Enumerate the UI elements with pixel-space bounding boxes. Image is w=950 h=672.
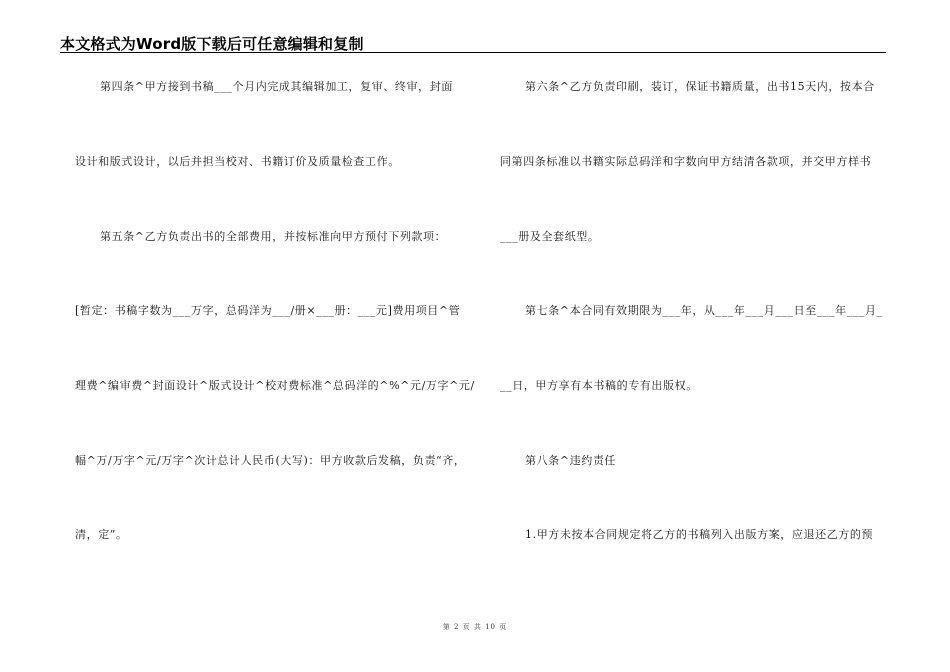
left-line-1: 第四条^甲方接到书稿___个月内完成其编辑加工，复审、终审，封面 xyxy=(100,80,453,93)
page-number-footer: 第 2 页 共 10 页 xyxy=(442,623,508,631)
left-line-6: 幅^万/万字^元/万字^次计总计人民币(大写)：甲方收款后发稿，负责“齐， xyxy=(75,454,466,467)
left-line-7: 清，定”。 xyxy=(75,528,128,541)
left-line-5: 理费^编审费^封面设计^版式设计^校对费标准^总码洋的^%^元/万字^元/ xyxy=(75,379,475,392)
header-divider xyxy=(60,52,886,53)
right-line-4: 第七条^本合同有效期限为___年，从___年___月___日至___年___月_ xyxy=(525,304,883,317)
right-line-1: 第六条^乙方负责印刷，装订，保证书籍质量，出书15天内，按本合 xyxy=(525,80,875,93)
right-line-7: 1.甲方未按本合同规定将乙方的书稿列入出版方案，应退还乙方的预 xyxy=(525,528,874,541)
right-line-2: 同第四条标准以书籍实际总码洋和字数向甲方结清各款项，并交甲方样书 xyxy=(500,155,872,168)
right-line-3: ___册及全套纸型。 xyxy=(500,230,600,243)
document-header-title: 本文格式为Word版下载后可任意编辑和复制 xyxy=(60,35,364,53)
left-line-3: 第五条^乙方负责出书的全部费用，并按标准向甲方预付下列款项： xyxy=(100,230,447,243)
right-line-6: 第八条^违约责任 xyxy=(525,454,617,467)
left-line-2: 设计和版式设计，以后并担当校对、书籍订价及质量检查工作。 xyxy=(75,155,400,168)
right-line-5: __日，甲方享有本书稿的专有出版权。 xyxy=(500,379,698,392)
left-line-4: [暂定：书稿字数为___万字，总码洋为___/册×___册：___元]费用项目^管 xyxy=(75,304,461,317)
